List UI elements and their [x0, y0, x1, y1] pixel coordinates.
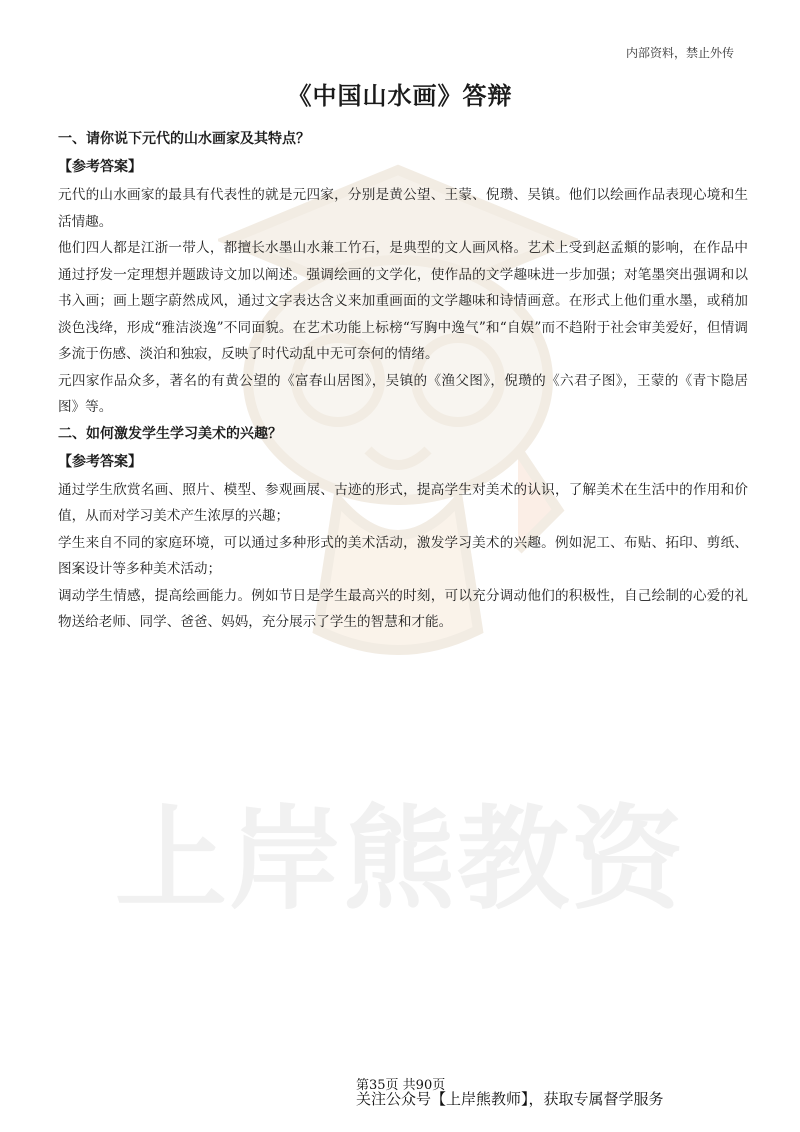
answer-paragraph: 通过学生欣赏名画、照片、模型、参观画展、古迹的形式，提高学生对美术的认识，了解美术在生活中的作用和价值，从而对学习美术产生浓厚的兴趣； [58, 481, 748, 524]
question-heading: 二、如何激发学生学习美术的兴趣？ [58, 425, 282, 442]
question-section-1 [58, 128, 748, 421]
confidential-note: 内部资料，禁止外传 [625, 46, 734, 60]
question-section-2 [58, 423, 748, 636]
footer-promo-text: 关注公众号【上岸熊教师】，获取专属督学服务 [356, 1090, 664, 1108]
answer-paragraph: 他们四人都是江浙一带人，都擅长水墨山水兼工竹石，是典型的文人画风格。艺术上受到赵孟頫的影响，在作品中通过抒发一定理想并题跋诗文加以阐述。强调绘画的文学化，使作品的文学趣味进一步加强；对笔墨突出强调和以书入画；画上题字蔚然成风，通过文字表达含义来加重画面的文学趣味和诗情画意。在形式上他们重水墨，或稍加淡色浅绛，形成“雅洁淡逸”不同面貌。在艺术功能上标榜“写胸中逸气”和“自娱”而不趋附于社会审美爱好，但情调多流于伤感、淡泊和独寂，反映了时代动乱中无可奈何的情绪。 [58, 240, 748, 362]
answer-paragraph: 元四家作品众多，著名的有黄公望的《富春山居图》，吴镇的《渔父图》，倪瓒的《六君子图》，王蒙的《青卞隐居图》等。 [58, 372, 748, 415]
answer-paragraph: 元代的山水画家的最具有代表性的就是元四家，分别是黄公望、王蒙、倪瓒、吴镇。他们以绘画作品表现心境和生活情趣。 [58, 187, 748, 230]
answer-paragraph: 调动学生情感，提高绘画能力。例如节日是学生最高兴的时刻，可以充分调动他们的积极性，自己绘制的心爱的礼物送给老师、同学、爸爸、妈妈，充分展示了学生的智慧和才能。 [58, 587, 748, 630]
document-body [58, 128, 748, 636]
question-heading: 一、请你说下元代的山水画家及其特点？ [58, 131, 310, 147]
page-number: 第35页 共90页 [356, 1078, 446, 1093]
answer-label: 【参考答案】 [58, 159, 142, 175]
answer-paragraph: 学生来自不同的家庭环境，可以通过多种形式的美术活动，激发学习美术的兴趣。例如泥工、布贴、拓印、剪纸、图案设计等多种美术活动； [58, 534, 748, 577]
page-title: 《中国山水画》答辩 [287, 82, 513, 110]
answer-label: 【参考答案】 [58, 453, 142, 470]
watermark-brand-text: 上岸熊教资 [115, 795, 685, 925]
